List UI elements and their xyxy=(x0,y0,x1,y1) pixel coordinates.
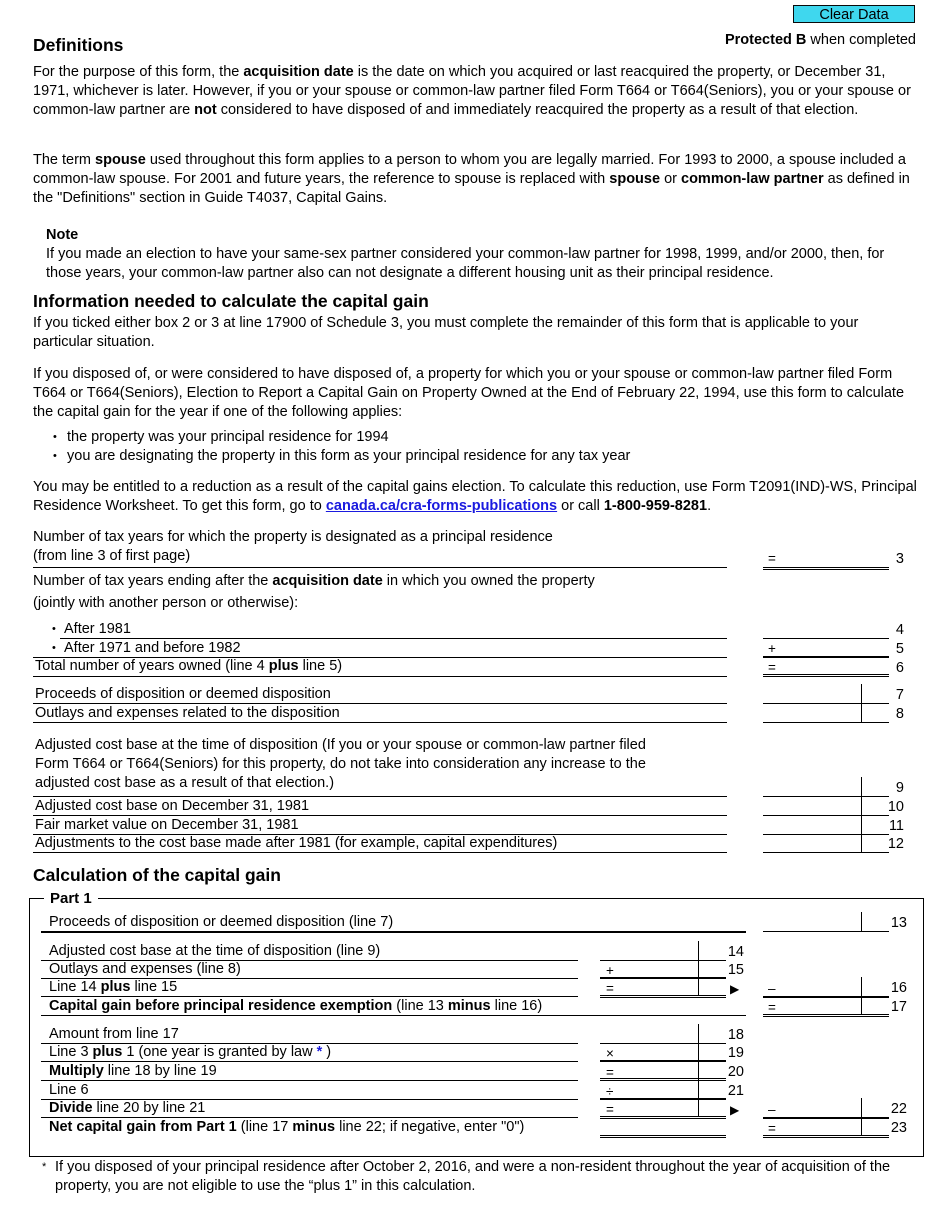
line-10-label: Adjusted cost base on December 31, 1981 xyxy=(35,798,310,814)
calculation-heading: Calculation of the capital gain xyxy=(33,865,281,885)
line-7-dollars-input[interactable] xyxy=(763,685,861,703)
line-9-dollars-input[interactable] xyxy=(763,778,861,796)
line-number: 8 xyxy=(895,706,904,722)
footnote-text: If you disposed of your principal residence after October 2, 2016, and were a non-resident throughout the year of acquisition of the property, you are not eligible to use the “plus 1” in this calculation. xyxy=(55,1159,891,1194)
line-3-sublabel: (from line 3 of first page) xyxy=(33,548,191,564)
line-number: 10 xyxy=(887,799,904,815)
line-21-label: Line 6 xyxy=(49,1082,89,1098)
line-22-dollars-input[interactable] xyxy=(763,1099,861,1117)
line-15-dollars-input[interactable] xyxy=(600,960,698,978)
list-item: • you are designating the property in this form as your principal residence for any tax year xyxy=(50,447,630,466)
line-15-label: Outlays and expenses (line 8) xyxy=(49,961,241,977)
note-text: If you made an election to have your same-sex partner considered your common-law partner for 1998, 1999, and/or 2000, then, for those years, your common-law partner also can not designate a different housing unit as their principal residence. xyxy=(46,246,885,281)
info-paragraph-1: If you ticked either box 2 or 3 at line 17900 of Schedule 3, you must complete the remainder of this form that is applicable to your particular situation. xyxy=(33,315,859,350)
line-number: 22 xyxy=(890,1101,907,1117)
line-16-label: Line 14 plus line 15 xyxy=(49,979,178,995)
cra-forms-link[interactable]: canada.ca/cra-forms-publications xyxy=(325,498,558,514)
line-3-input[interactable] xyxy=(763,549,888,567)
info-paragraph-3: You may be entitled to a reduction as a result of the capital gains election. To calculate this reduction, use Form T2091(IND)-WS, Principal Residence Worksheet. To get this form, go to canada.ca/cra-forms-publications or call 1-800-959-8281. xyxy=(33,479,917,514)
line-number: 3 xyxy=(895,551,904,567)
definitions-heading: Definitions xyxy=(33,35,124,55)
line-17-label: Capital gain before principal residence exemption (line 13 minus line 16) xyxy=(49,998,543,1014)
line-number: 4 xyxy=(895,622,904,638)
line-4-label: After 1981 xyxy=(64,621,131,637)
line-8-label: Outlays and expenses related to the disposition xyxy=(35,705,340,721)
line-number: 15 xyxy=(727,962,744,978)
line-6-label: Total number of years owned (line 4 plus line 5) xyxy=(35,658,343,674)
acquisition-date-definition: For the purpose of this form, the acquisition date is the date on which you acquired or last reacquired the property, or December 31, 1971, whichever is later. However, if you or your spouse or common-law partner filed Form T664 or T664(Seniors), you or your spouse or common-law partner are not considered to have disposed of and immediately reacquired the property as a result of that election. xyxy=(33,64,911,118)
line-number: 17 xyxy=(890,999,907,1015)
info-paragraph-2: If you disposed of, or were considered to have disposed of, a property for which you or your spouse or common-law partner filed Form T664 or T664(Seniors), Election to Report a Capital Gain on Property Owned at the End of February 22, 1994, use this form to calculate the capital gain for the year if one of the following applies: xyxy=(33,366,905,420)
line-11-label: Fair market value on December 31, 1981 xyxy=(35,817,299,833)
line-17-dollars-input[interactable] xyxy=(763,997,861,1015)
footnote-asterisk: * xyxy=(42,1161,47,1173)
line-8-dollars-input[interactable] xyxy=(763,704,861,722)
arrow-icon: ▶ xyxy=(730,1103,740,1117)
line-12-label: Adjustments to the cost base made after 1981 (for example, capital expenditures) xyxy=(35,835,558,851)
line-number: 14 xyxy=(727,944,744,960)
line-12-dollars-input[interactable] xyxy=(763,834,861,852)
line-number: 13 xyxy=(890,915,907,931)
footnote-star-icon: * xyxy=(316,1044,323,1060)
line-5-input[interactable] xyxy=(763,639,888,657)
line-13-label: Proceeds of disposition or deemed disposition (line 7) xyxy=(49,914,394,930)
line-18-dollars-input[interactable] xyxy=(600,1025,698,1043)
line-number: 12 xyxy=(887,836,904,852)
arrow-icon: ▶ xyxy=(730,982,740,996)
line-number: 18 xyxy=(727,1027,744,1043)
phone-number: 1-800-959-8281 xyxy=(603,498,708,514)
line-19-label: Line 3 plus 1 (one year is granted by law * ) xyxy=(49,1044,332,1060)
line-number: 11 xyxy=(888,818,904,834)
line-22-label: Divide line 20 by line 21 xyxy=(49,1100,206,1116)
list-item: • the property was your principal residence for 1994 xyxy=(50,428,630,447)
line-9-label: Adjusted cost base at the time of disposition (If you or your spouse or common-law partner filed xyxy=(35,737,646,753)
part-1-title: Part 1 xyxy=(44,889,98,908)
line-20-label: Multiply line 18 by line 19 xyxy=(49,1063,217,1079)
line-16-dollars-input[interactable] xyxy=(763,978,861,996)
line-14-dollars-input[interactable] xyxy=(600,942,698,960)
line-23-label: Net capital gain from Part 1 (line 17 minus line 22; if negative, enter "0") xyxy=(49,1119,525,1135)
line-number: 5 xyxy=(895,641,904,657)
line-7-label: Proceeds of disposition or deemed disposition xyxy=(35,686,331,702)
line-16-subtotal-input[interactable] xyxy=(600,978,698,996)
line-4-input[interactable] xyxy=(763,620,888,638)
line-number: 20 xyxy=(727,1064,744,1080)
clear-data-button[interactable]: Clear Data xyxy=(793,5,915,23)
line-11-dollars-input[interactable] xyxy=(763,816,861,834)
conditions-list xyxy=(50,428,630,466)
line-number: 16 xyxy=(890,980,907,996)
line-22-subtotal-input[interactable] xyxy=(600,1099,698,1117)
line-3-label: Number of tax years for which the property is designated as a principal residence xyxy=(33,529,553,545)
line-number: 23 xyxy=(890,1120,907,1136)
line-23-dollars-input[interactable] xyxy=(763,1118,861,1136)
years-owned-heading: Number of tax years ending after the acquisition date in which you owned the property xyxy=(33,573,595,589)
line-19-input[interactable] xyxy=(600,1043,698,1061)
line-21-input[interactable] xyxy=(600,1081,698,1099)
note-block xyxy=(46,226,916,283)
line-number: 6 xyxy=(895,660,904,676)
line-10-dollars-input[interactable] xyxy=(763,797,861,815)
line-number: 7 xyxy=(895,687,904,703)
line-18-label: Amount from line 17 xyxy=(49,1026,179,1042)
line-number: 19 xyxy=(727,1045,744,1061)
protected-b-label: Protected B when completed xyxy=(724,32,916,48)
line-number: 9 xyxy=(895,780,904,796)
info-heading: Information needed to calculate the capital gain xyxy=(33,291,429,311)
line-5-label: After 1971 and before 1982 xyxy=(64,640,241,656)
line-14-label: Adjusted cost base at the time of disposition (line 9) xyxy=(49,943,381,959)
line-number: 21 xyxy=(727,1083,744,1099)
note-title: Note xyxy=(46,227,79,243)
spouse-definition: The term spouse used throughout this form applies to a person to whom you are legally married. For 1993 to 2000, a spouse included a common-law spouse. For 2001 and future years, the reference to spouse is replaced with spouse or common-law partner as defined in the "Definitions" section in Guide T4037, Capital Gains. xyxy=(33,152,910,206)
line-13-dollars-input[interactable] xyxy=(763,913,861,931)
years-owned-subheading: (jointly with another person or otherwise): xyxy=(33,595,299,611)
